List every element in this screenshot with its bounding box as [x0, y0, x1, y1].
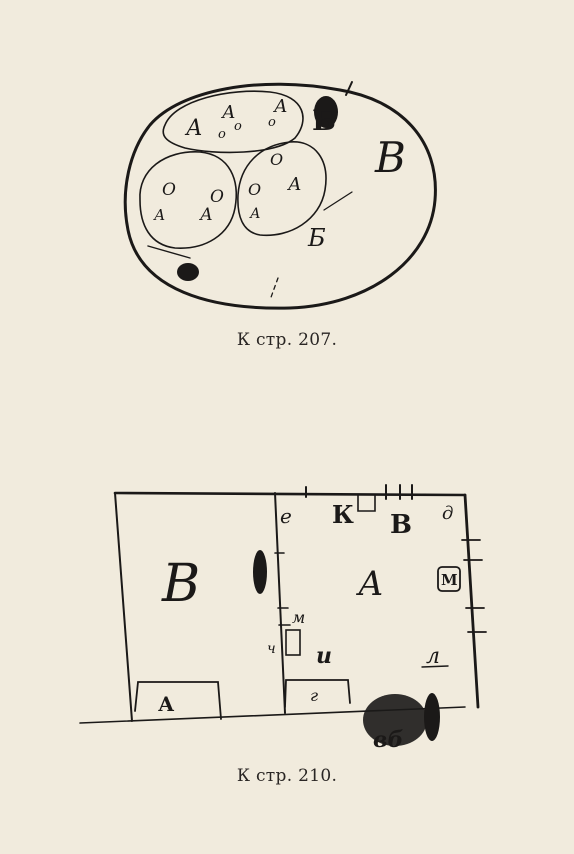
blob-bottom [177, 263, 199, 281]
letter-A-left-2: А [200, 205, 213, 225]
letter-A-left-1: А [154, 206, 166, 224]
plan-letter-V: В [162, 554, 201, 614]
plan-letter-K: К [332, 500, 354, 529]
letter-o-1: о [218, 127, 226, 142]
letter-B-top: Б [312, 104, 336, 137]
letter-B-bottom: Б [308, 224, 326, 252]
letter-O-left-1: О [162, 180, 176, 200]
ink-blot-left [253, 550, 267, 594]
plan-letter-i: и [316, 643, 332, 669]
plan-letter-d: д [442, 503, 454, 524]
diagram-ovals [110, 70, 450, 320]
letter-O-right-1: О [270, 150, 284, 169]
plan-letter-e: е [280, 504, 292, 528]
caption-figure-2: К стр. 210. [236, 766, 338, 786]
plan-box-top [358, 495, 375, 511]
letter-a-2: А [222, 102, 236, 123]
letter-a-3: А [274, 96, 288, 117]
plan-letter-A-main: А [358, 564, 384, 604]
letter-a-1: А [186, 116, 203, 141]
letter-o-3: о [268, 115, 276, 130]
ink-blot-bottom-2 [424, 693, 440, 741]
plan-letter-vb: вб [373, 727, 404, 753]
plan-letter-M: М [441, 571, 458, 589]
letter-A-right-2: А [250, 206, 261, 222]
letter-A-right-1: А [288, 174, 302, 195]
plan-letter-ch: ч [267, 641, 276, 657]
plan-left-wall [115, 493, 132, 721]
letter-V-outer: В [375, 133, 406, 182]
letter-O-right-2: О [248, 180, 262, 199]
letter-o-2: о [234, 119, 242, 134]
plan-letter-m: м [292, 608, 306, 627]
plan-letter-g: г [310, 686, 319, 705]
plan-letter-l: л [426, 644, 441, 669]
letter-O-left-2: О [210, 187, 224, 207]
plan-letter-B: В [390, 510, 412, 540]
plan-right-wall [465, 495, 478, 707]
plan-letter-A-box: А [158, 692, 175, 716]
diagram-floor-plan [70, 475, 510, 755]
plan-box-left [135, 682, 221, 719]
caption-figure-1: К стр. 207. [236, 330, 338, 350]
